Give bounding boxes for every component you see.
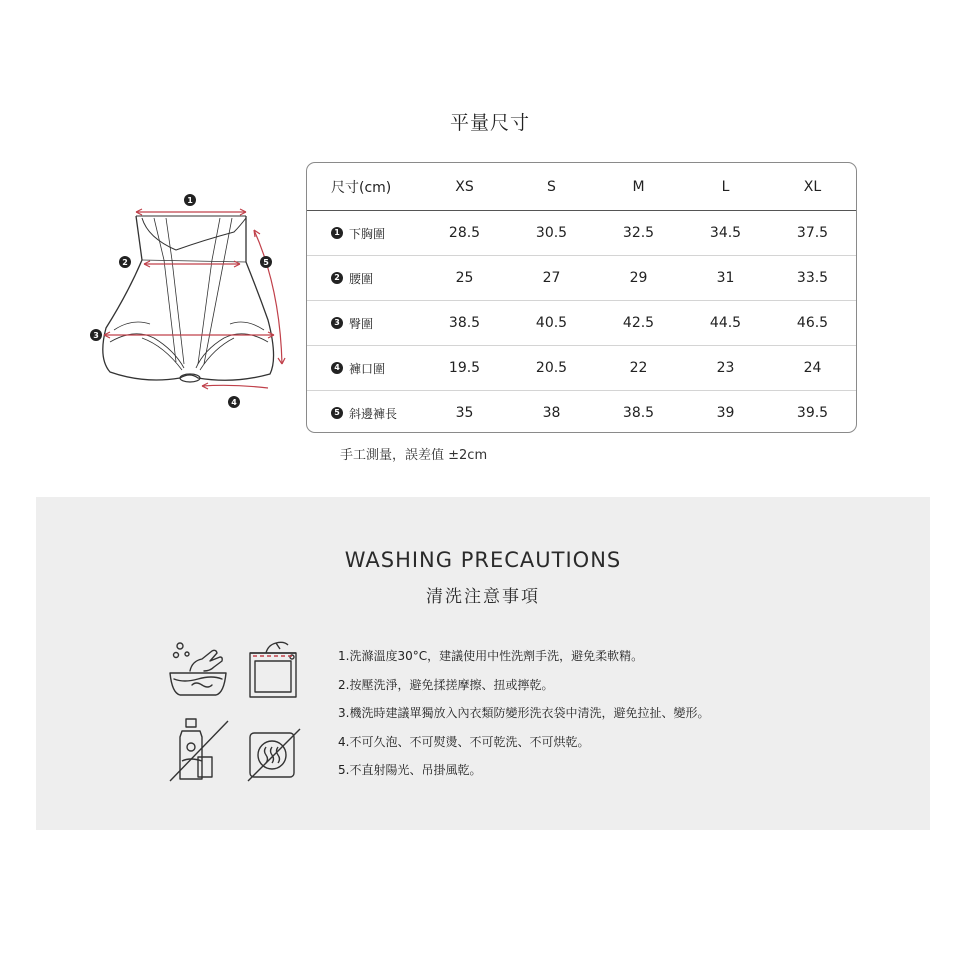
table-cell: 37.5	[796, 225, 829, 241]
row-label-text: 褲口圍	[349, 361, 386, 376]
table-cell: 29	[629, 270, 648, 286]
no-tumble-dry-icon	[246, 727, 302, 783]
table-row	[307, 300, 856, 345]
marker-badge: 4	[331, 362, 343, 374]
hand-wash-icon	[166, 641, 230, 699]
row-label	[307, 360, 421, 377]
table-cell: 24	[803, 360, 822, 376]
table-cell: 32.5	[622, 225, 655, 241]
row-label-text: 臀圍	[349, 316, 374, 331]
column-header-size: 尺寸(cm)	[331, 179, 392, 196]
wash-bag-icon	[246, 639, 300, 699]
row-label	[307, 270, 421, 287]
table-cell: 30.5	[535, 225, 568, 241]
table-cell: 27	[542, 270, 561, 286]
size-table	[306, 162, 857, 433]
row-label	[307, 405, 421, 422]
table-row	[307, 390, 856, 433]
table-cell: 35	[455, 405, 474, 421]
washing-instructions	[338, 647, 709, 790]
row-label-text: 腰圍	[349, 271, 374, 286]
table-cell: 20.5	[535, 360, 568, 376]
table-cell: 33.5	[796, 270, 829, 286]
column-header-m: M	[632, 178, 645, 195]
marker-badge: 2	[331, 272, 343, 284]
row-label	[307, 225, 421, 242]
washing-title: WASHING PRECAUTIONS	[344, 548, 622, 572]
marker-badge: 3	[331, 317, 343, 329]
washing-panel	[36, 497, 930, 830]
size-chart-title: 平量尺寸	[449, 112, 530, 134]
table-cell: 38.5	[448, 315, 481, 331]
row-label	[307, 315, 421, 332]
table-cell: 38.5	[622, 405, 655, 421]
table-cell: 39	[716, 405, 735, 421]
svg-text:3: 3	[93, 331, 99, 340]
washing-subtitle: 清洗注意事項	[426, 587, 540, 607]
list-item: 3.機洗時建議單獨放入內衣類防變形洗衣袋中清洗，避免拉扯、變形。	[338, 706, 710, 720]
table-cell: 28.5	[448, 225, 481, 241]
table-cell: 25	[455, 270, 474, 286]
table-row	[307, 345, 856, 390]
row-label-text: 下胸圍	[349, 226, 386, 241]
list-item: 2.按壓洗淨，避免揉搓摩擦、扭或擰乾。	[338, 677, 554, 692]
table-cell: 23	[716, 360, 735, 376]
shapewear-diagram-icon	[84, 188, 294, 413]
table-cell: 19.5	[448, 360, 481, 376]
list-item: 5.不直射陽光、吊掛風乾。	[338, 763, 482, 777]
svg-text:2: 2	[122, 258, 128, 267]
column-header-l: L	[721, 178, 730, 195]
table-cell: 44.5	[709, 315, 742, 331]
marker-badge: 1	[331, 227, 343, 239]
column-header-xl: XL	[803, 178, 822, 195]
row-label-text: 斜邊褲長	[349, 406, 398, 421]
table-row	[307, 255, 856, 300]
table-cell: 46.5	[796, 315, 829, 331]
table-cell: 31	[716, 270, 735, 286]
table-cell: 22	[629, 360, 648, 376]
svg-text:5: 5	[263, 258, 269, 267]
column-header-xs: XS	[455, 178, 474, 195]
svg-text:4: 4	[231, 398, 237, 407]
table-cell: 38	[542, 405, 561, 421]
svg-text:1: 1	[187, 196, 193, 205]
table-row	[307, 211, 856, 255]
table-cell: 34.5	[709, 225, 742, 241]
table-header-row	[307, 163, 856, 211]
list-item: 4.不可久泡、不可熨燙、不可乾洗、不可烘乾。	[338, 734, 590, 749]
column-header-s: S	[547, 178, 556, 195]
list-item: 1.洗滌溫度30°C，建議使用中性洗劑手洗，避免柔軟精。	[338, 649, 644, 663]
table-cell: 40.5	[535, 315, 568, 331]
table-cell: 39.5	[796, 405, 829, 421]
no-bleach-icon	[168, 717, 230, 783]
measurement-note: 手工測量，誤差值 ±2cm	[340, 448, 488, 463]
table-cell: 42.5	[622, 315, 655, 331]
marker-badge: 5	[331, 407, 343, 419]
